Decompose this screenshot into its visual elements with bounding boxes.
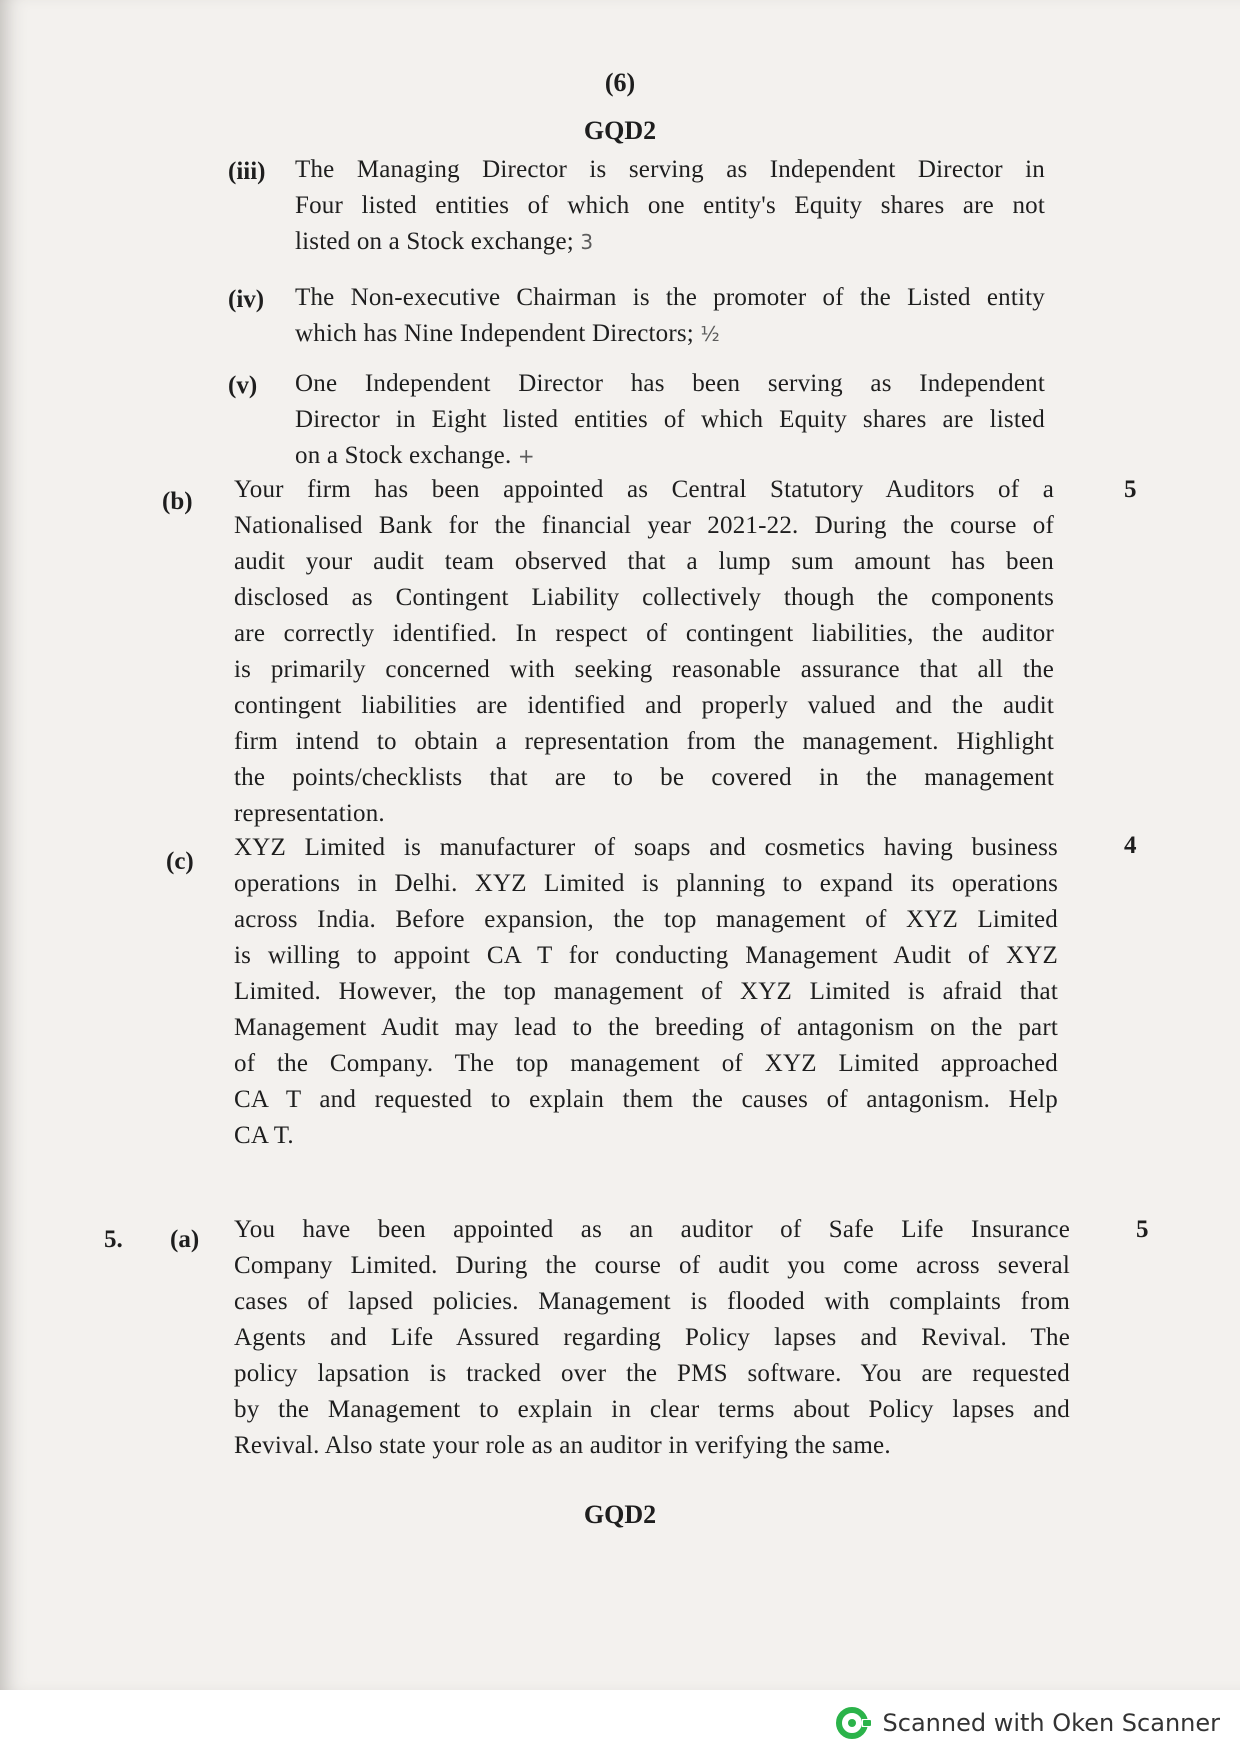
- text-line: the points/checklists that are to be covered in the management: [234, 764, 1054, 791]
- question-label: (b): [162, 488, 193, 515]
- item-text: [295, 280, 1045, 352]
- text-line: firm intend to obtain a representation from the management. Highlight: [234, 728, 1054, 755]
- oken-scanner-logo-icon: [835, 1704, 873, 1742]
- text-line: cases of lapsed policies. Management is flooded with complaints from: [234, 1288, 1070, 1315]
- text-line: Revival. Also state your role as an auditor in verifying the same.: [234, 1432, 891, 1459]
- text-line: disclosed as Contingent Liability collectively though the components: [234, 584, 1054, 611]
- question-marks: 5: [1124, 476, 1137, 503]
- handwritten-note: ½: [700, 322, 720, 346]
- text-line: representation.: [234, 800, 385, 827]
- text-line: Nationalised Bank for the financial year 2021-22. During the course of: [234, 512, 1054, 539]
- question-label: (a): [170, 1226, 200, 1253]
- text-line: contingent liabilities are identified and properly valued and the audit: [234, 692, 1054, 719]
- question-marks: 4: [1124, 832, 1137, 859]
- text-line: is primarily concerned with seeking reasonable assurance that all the: [234, 656, 1054, 683]
- handwritten-note: +: [517, 444, 535, 468]
- text-line: CA T.: [234, 1122, 294, 1149]
- text-line: operations in Delhi. XYZ Limited is planning to expand its operations: [234, 870, 1058, 897]
- text-line: You have been appointed as an auditor of Safe Life Insurance: [234, 1216, 1070, 1243]
- page-number: (6): [604, 68, 636, 97]
- question-text: [234, 1212, 1070, 1464]
- text-line: Four listed entities of which one entity's Equity shares are not: [295, 192, 1045, 219]
- text-line: by the Management to explain in clear terms about Policy lapses and: [234, 1396, 1070, 1423]
- text-line: are correctly identified. In respect of contingent liabilities, the auditor: [234, 620, 1054, 647]
- text-line: The Managing Director is serving as Independent Director in: [295, 156, 1045, 183]
- item-text: [295, 366, 1045, 474]
- paper-code-top: GQD2: [583, 116, 657, 145]
- text-line: across India. Before expansion, the top management of XYZ Limited: [234, 906, 1058, 933]
- item-label: (iv): [228, 286, 265, 313]
- item-text: [295, 152, 1045, 260]
- item-label: (v): [228, 372, 258, 399]
- text-line: Director in Eight listed entities of which Equity shares are listed: [295, 406, 1045, 433]
- text-line: audit your audit team observed that a lump sum amount has been: [234, 548, 1054, 575]
- question-number: 5.: [104, 1226, 123, 1253]
- text-line: listed on a Stock exchange; 3: [295, 228, 594, 255]
- text-line: on a Stock exchange. +: [295, 442, 535, 469]
- scanner-brand: [835, 1704, 1220, 1742]
- scanner-brand-text: Scanned with Oken Scanner: [882, 1709, 1220, 1737]
- text-line: The Non-executive Chairman is the promoter of the Listed entity: [295, 284, 1045, 311]
- text-line: Your firm has been appointed as Central Statutory Auditors of a: [234, 476, 1054, 503]
- text-line: XYZ Limited is manufacturer of soaps and cosmetics having business: [234, 834, 1058, 861]
- handwritten-note: 3: [580, 230, 594, 254]
- paper-code-bottom: GQD2: [583, 1500, 657, 1529]
- text-line: Agents and Life Assured regarding Policy lapses and Revival. The: [234, 1324, 1070, 1351]
- text-line: CA T and requested to explain them the causes of antagonism. Help: [234, 1086, 1058, 1113]
- item-label: (iii): [228, 158, 266, 185]
- text-line: is willing to appoint CA T for conducting Management Audit of XYZ: [234, 942, 1058, 969]
- text-line: Management Audit may lead to the breeding of antagonism on the part: [234, 1014, 1058, 1041]
- text-line: which has Nine Independent Directors; ½: [295, 320, 720, 347]
- scanner-footer: [0, 1690, 1240, 1755]
- question-text: [234, 830, 1058, 1154]
- text-line: One Independent Director has been serving as Independent: [295, 370, 1045, 397]
- text-line: of the Company. The top management of XYZ Limited approached: [234, 1050, 1058, 1077]
- question-marks: 5: [1136, 1216, 1149, 1243]
- question-text: [234, 472, 1054, 832]
- question-label: (c): [166, 848, 194, 875]
- text-line: Company Limited. During the course of audit you come across several: [234, 1252, 1070, 1279]
- text-line: policy lapsation is tracked over the PMS software. You are requested: [234, 1360, 1070, 1387]
- text-line: Limited. However, the top management of XYZ Limited is afraid that: [234, 978, 1058, 1005]
